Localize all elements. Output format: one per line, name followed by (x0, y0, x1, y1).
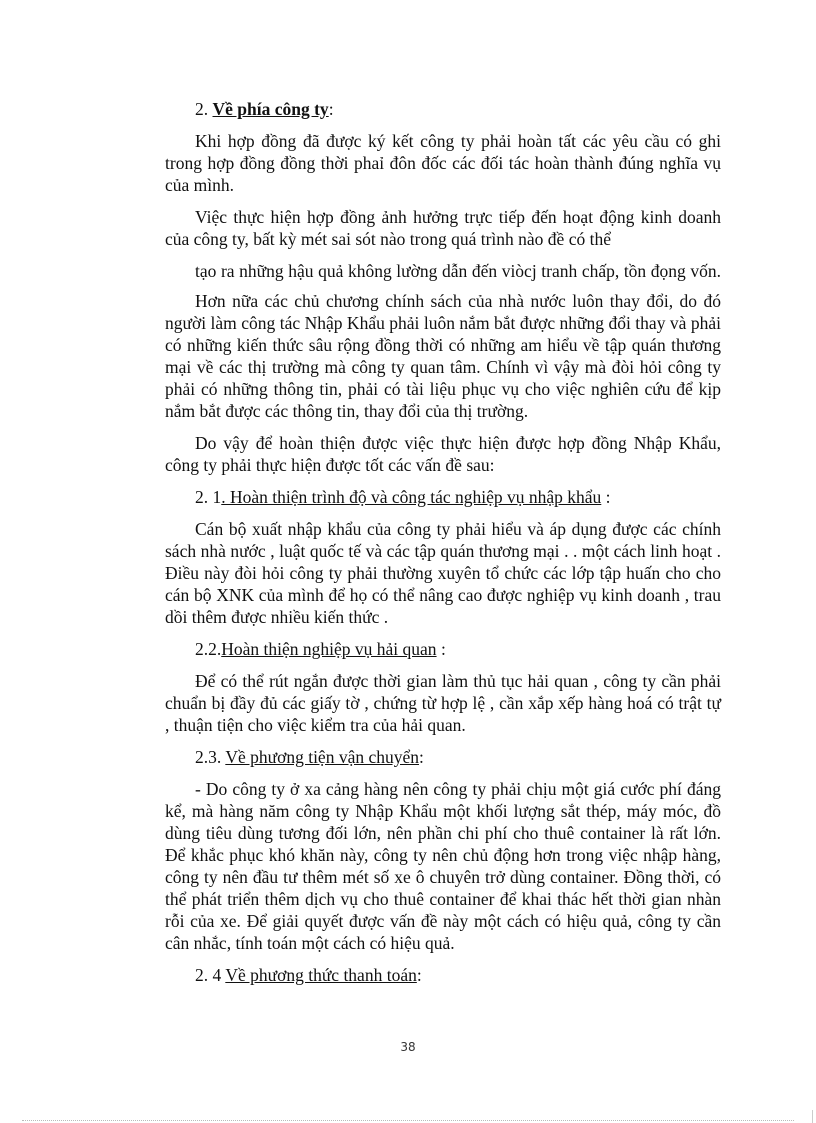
section-2-2-heading (165, 638, 721, 660)
section-2-number: 2. (195, 99, 213, 119)
section-2-3-body: - Do công ty ở xa cảng hàng nên công ty phải chịu một giá cước phí đáng kể, mà hàng năm công ty Nhập Khẩu một khối lượng sắt thép, máy móc, đồ dùng tiêu dùng tương đối lớn, nên phần chi phí cho thuê container là rất lớn. Để khắc phục khó khăn này, công ty nên chủ động hơn trong việc nhập hàng, công ty nên đầu tư thêm mét số xe ô chuyên trở dùng container. Đồng thời, có thể phát triển thêm dịch vụ cho thuê container để khai thác hết thời gian nhàn rỗi của xe. Để giải quyết được vấn đề này một cách có hiệu quả, công ty cần cân nhắc, tính toán một cách có hiệu quả. (165, 779, 721, 953)
section-2-2-body: Để có thể rút ngắn được thời gian làm thủ tục hải quan , công ty cần phải chuẩn bị đầy đủ các giấy tờ , chứng từ hợp lệ , cần xắp xếp hàng hoá có trật tự , thuận tiện cho việc kiểm tra của hải quan. (165, 671, 721, 735)
section-2-1-body: Cán bộ xuất nhập khẩu của công ty phải hiểu và áp dụng được các chính sách nhà nước , luật quốc tế và các tập quán thương mại . . một cách linh hoạt . Điều này đòi hỏi công ty phải thường xuyên tổ chức các lớp tập huấn cho cho cán bộ XNK của mình để họ có thể nâng cao được nghiệp vụ kinh doanh , trau dồi thêm được nhiều kiến thức . (165, 519, 721, 627)
paragraph-3: tạo ra những hậu quả không lường dẫn đến viòcj tranh chấp, tồn đọng vốn. (195, 261, 721, 281)
section-2-4-heading (165, 964, 721, 986)
section-2-3-heading (165, 746, 721, 768)
section-2-2-number: 2.2. (195, 639, 222, 659)
paragraph-5: Do vậy để hoàn thiện được việc thực hiện được hợp đồng Nhập Khẩu, công ty phải thực hiện được tốt các vấn đề sau: (165, 433, 721, 475)
section-2-1-title: . Hoàn thiện trình độ và công tác nghiệp vụ nhập khẩu (221, 487, 602, 507)
section-2-4-title: Về phương thức thanh toán (225, 965, 417, 985)
section-2-3-number: 2.3. (195, 747, 226, 767)
section-2-1-suffix: : (601, 487, 611, 507)
page-number: 38 (400, 1040, 416, 1054)
paragraph-4: Hơn nữa các chủ chương chính sách của nhà nước luôn thay đổi, do đó người làm công tác Nhập Khẩu phải luôn nắm bắt được những đổi thay và phải có những kiến thức sâu rộng đồng thời có những am hiểu về tập quán thương mại về các thị trường mà công ty quan tâm. Chính vì vậy mà đòi hỏi công ty phải có những thông tin, phải có tài liệu phục vụ cho việc nghiên cứu để kịp nắm bắt được các thông tin, thay đổi của thị trường. (165, 291, 721, 421)
section-2-1-heading (165, 486, 721, 508)
section-2-2-title: Hoàn thiện nghiệp vụ hải quan (221, 639, 437, 659)
section-2-suffix: : (328, 99, 334, 119)
page-content (165, 98, 721, 986)
section-2-3-title: Về phương tiện vận chuyển (225, 747, 420, 767)
page-bottom-border (22, 1120, 794, 1121)
section-2-2-suffix: : (436, 639, 446, 659)
section-2-1-number: 2. 1 (195, 487, 222, 507)
section-2-heading (165, 98, 721, 120)
page-corner-mark (812, 1110, 813, 1123)
section-2-4-suffix: : (416, 965, 422, 985)
paragraph-1: Khi hợp đồng đã được ký kết công ty phải hoàn tất các yêu cầu có ghi trong hợp đồng đồng thời phaỉ đôn đốc các đối tác hoàn thành đúng nghĩa vụ của mình. (165, 131, 721, 195)
section-2-4-number: 2. 4 (195, 965, 226, 985)
paragraph-2: Việc thực hiện hợp đồng ảnh hưởng trực tiếp đến hoạt động kinh doanh của công ty, bất kỳ mét sai sót nào trong quá trình nào đề có thể (165, 207, 721, 249)
section-2-3-suffix: : (419, 747, 424, 767)
section-2-title: Về phía công ty (212, 99, 329, 119)
